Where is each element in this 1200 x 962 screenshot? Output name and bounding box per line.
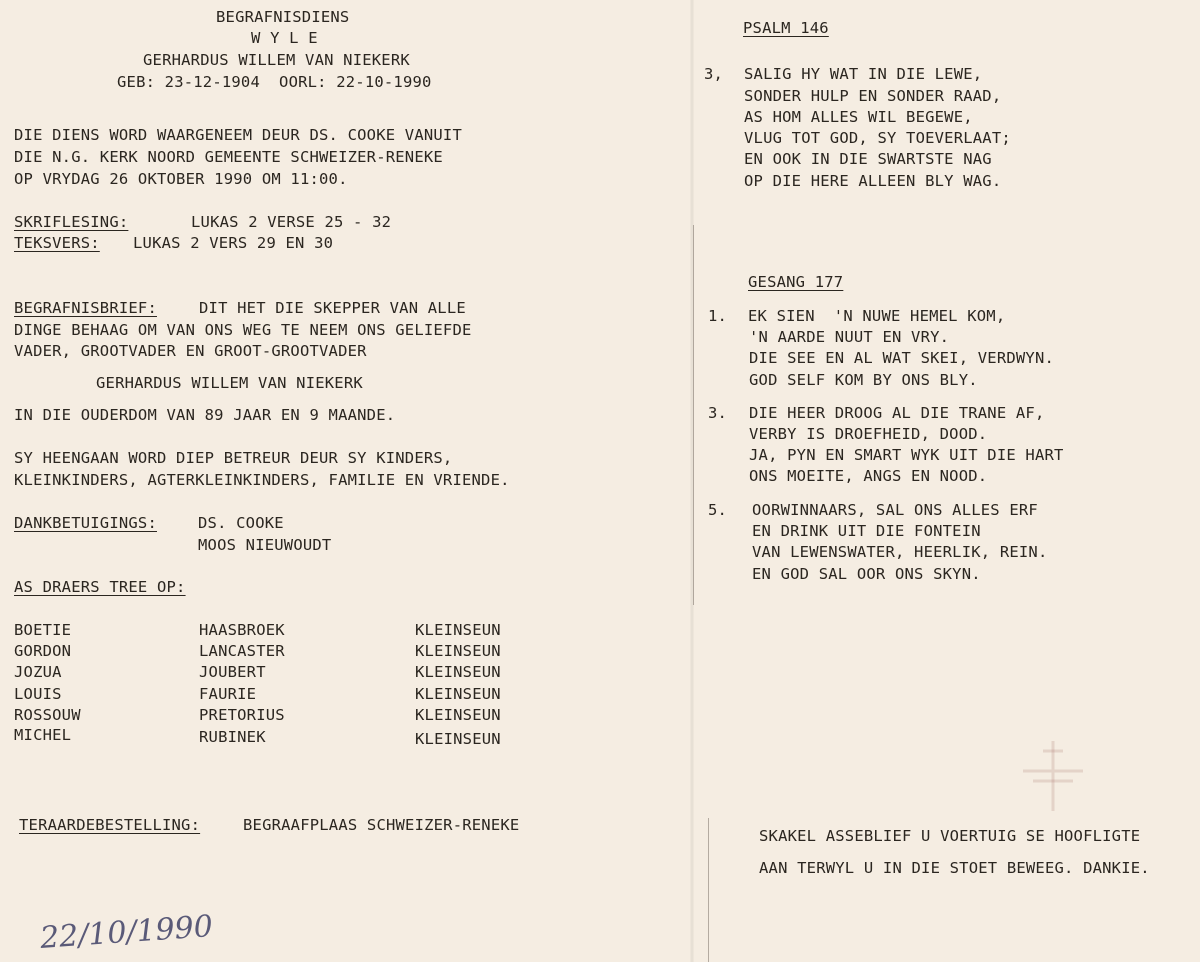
thanks-label: DANKBETUIGINGS:	[14, 514, 157, 532]
verse-line: DIE HEER DROOG AL DIE TRANE AF,	[749, 404, 1045, 422]
bearer-last: HAASBROEK	[199, 621, 285, 639]
verse-number: 3.	[708, 404, 728, 422]
bearer-first: JOZUA	[14, 663, 62, 681]
brief-text: VADER, GROOTVADER EN GROOT-GROOTVADER	[14, 342, 367, 360]
service-line: DIE DIENS WORD WAARGENEEM DEUR DS. COOKE VANUIT	[14, 126, 462, 144]
verse-line: VAN LEWENSWATER, HEERLIK, REIN.	[752, 543, 1048, 561]
bearer-first: GORDON	[14, 642, 72, 660]
verse-line: ONS MOEITE, ANGS EN NOOD.	[749, 467, 988, 485]
gesang-title: GESANG 177	[748, 273, 844, 291]
headlights-notice: AAN TERWYL U IN DIE STOET BEWEEG. DANKIE.	[759, 859, 1150, 877]
teksvers-value: LUKAS 2 VERS 29 EN 30	[133, 234, 334, 252]
verse-line: GOD SELF KOM BY ONS BLY.	[749, 371, 978, 389]
bearer-last: RUBINEK	[199, 728, 266, 746]
thanks-name: MOOS NIEUWOUDT	[198, 536, 332, 554]
bearer-last: PRETORIUS	[199, 706, 285, 724]
bearer-role: KLEINSEUN	[415, 663, 501, 681]
handwritten-date: 22/10/1990	[38, 909, 214, 956]
psalm-line: EN OOK IN DIE SWARTSTE NAG	[744, 150, 992, 168]
age-line: IN DIE OUDERDOM VAN 89 JAAR EN 9 MAANDE.	[14, 406, 396, 424]
verse-line: OORWINNAARS, SAL ONS ALLES ERF	[752, 501, 1038, 519]
bearer-role: KLEINSEUN	[415, 706, 501, 724]
verse-line: DIE SEE EN AL WAT SKEI, VERDWYN.	[749, 349, 1055, 367]
bearer-last: FAURIE	[199, 685, 257, 703]
psalm-line: OP DIE HERE ALLEEN BLY WAG.	[744, 172, 1002, 190]
bearer-last: JOUBERT	[199, 663, 266, 681]
bearer-role: KLEINSEUN	[415, 642, 501, 660]
brief-label: BEGRAFNISBRIEF:	[14, 299, 157, 317]
verse-line: VERBY IS DROEFHEID, DOOD.	[749, 425, 988, 443]
deceased-name-center: GERHARDUS WILLEM VAN NIEKERK	[96, 374, 363, 392]
bearers-label: AS DRAERS TREE OP:	[14, 578, 186, 596]
bearer-first: BOETIE	[14, 621, 72, 639]
bearer-first: ROSSOUW	[14, 706, 81, 724]
bearer-last: LANCASTER	[199, 642, 285, 660]
psalm-line: VLUG TOT GOD, SY TOEVERLAAT;	[744, 129, 1011, 147]
psalm-line: SALIG HY WAT IN DIE LEWE,	[744, 65, 983, 83]
skriflesing-label: SKRIFLESING:	[14, 213, 129, 231]
title-service: BEGRAFNISDIENS	[216, 8, 350, 26]
verse-number: 5.	[708, 501, 728, 519]
margin-line	[693, 225, 694, 605]
bearer-role: KLEINSEUN	[415, 621, 501, 639]
bearer-role: KLEINSEUN	[415, 730, 501, 748]
verse-line: JA, PYN EN SMART WYK UIT DIE HART	[749, 446, 1064, 464]
service-line: OP VRYDAG 26 OKTOBER 1990 OM 11:00.	[14, 170, 348, 188]
deceased-name: GERHARDUS WILLEM VAN NIEKERK	[143, 51, 410, 69]
psalm-line: SONDER HULP EN SONDER RAAD,	[744, 87, 1002, 105]
mourned-line: SY HEENGAAN WORD DIEP BETREUR DEUR SY KINDERS,	[14, 449, 453, 467]
psalm-verse-number: 3,	[704, 65, 724, 83]
verse-line: 'N AARDE NUUT EN VRY.	[749, 328, 950, 346]
teksvers-label: TEKSVERS:	[14, 234, 100, 252]
title-wyle: W Y L E	[251, 29, 318, 47]
psalm-line: AS HOM ALLES WIL BEGEWE,	[744, 108, 973, 126]
headlights-notice: SKAKEL ASSEBLIEF U VOERTUIG SE HOOFLIGTE	[759, 827, 1141, 845]
margin-line	[708, 818, 709, 962]
bearer-role: KLEINSEUN	[415, 685, 501, 703]
faint-cross-emblem	[1008, 736, 1098, 816]
verse-line: EN DRINK UIT DIE FONTEIN	[752, 522, 981, 540]
life-dates: GEB: 23-12-1904 OORL: 22-10-1990	[117, 73, 432, 91]
bearer-first: LOUIS	[14, 685, 62, 703]
verse-line: EK SIEN 'N NUWE HEMEL KOM,	[748, 307, 1006, 325]
verse-line: EN GOD SAL OOR ONS SKYN.	[752, 565, 981, 583]
brief-text: DINGE BEHAAG OM VAN ONS WEG TE NEEM ONS GELIEFDE	[14, 321, 472, 339]
brief-text: DIT HET DIE SKEPPER VAN ALLE	[199, 299, 466, 317]
burial-label: TERAARDEBESTELLING:	[19, 816, 201, 834]
verse-number: 1.	[708, 307, 728, 325]
thanks-name: DS. COOKE	[198, 514, 284, 532]
mourned-line: KLEINKINDERS, AGTERKLEINKINDERS, FAMILIE EN VRIENDE.	[14, 471, 510, 489]
burial-value: BEGRAAFPLAAS SCHWEIZER-RENEKE	[243, 816, 520, 834]
bearer-first: MICHEL	[14, 726, 72, 744]
skriflesing-value: LUKAS 2 VERSE 25 - 32	[191, 213, 392, 231]
service-line: DIE N.G. KERK NOORD GEMEENTE SCHWEIZER-RENEKE	[14, 148, 443, 166]
psalm-title: PSALM 146	[743, 19, 829, 37]
